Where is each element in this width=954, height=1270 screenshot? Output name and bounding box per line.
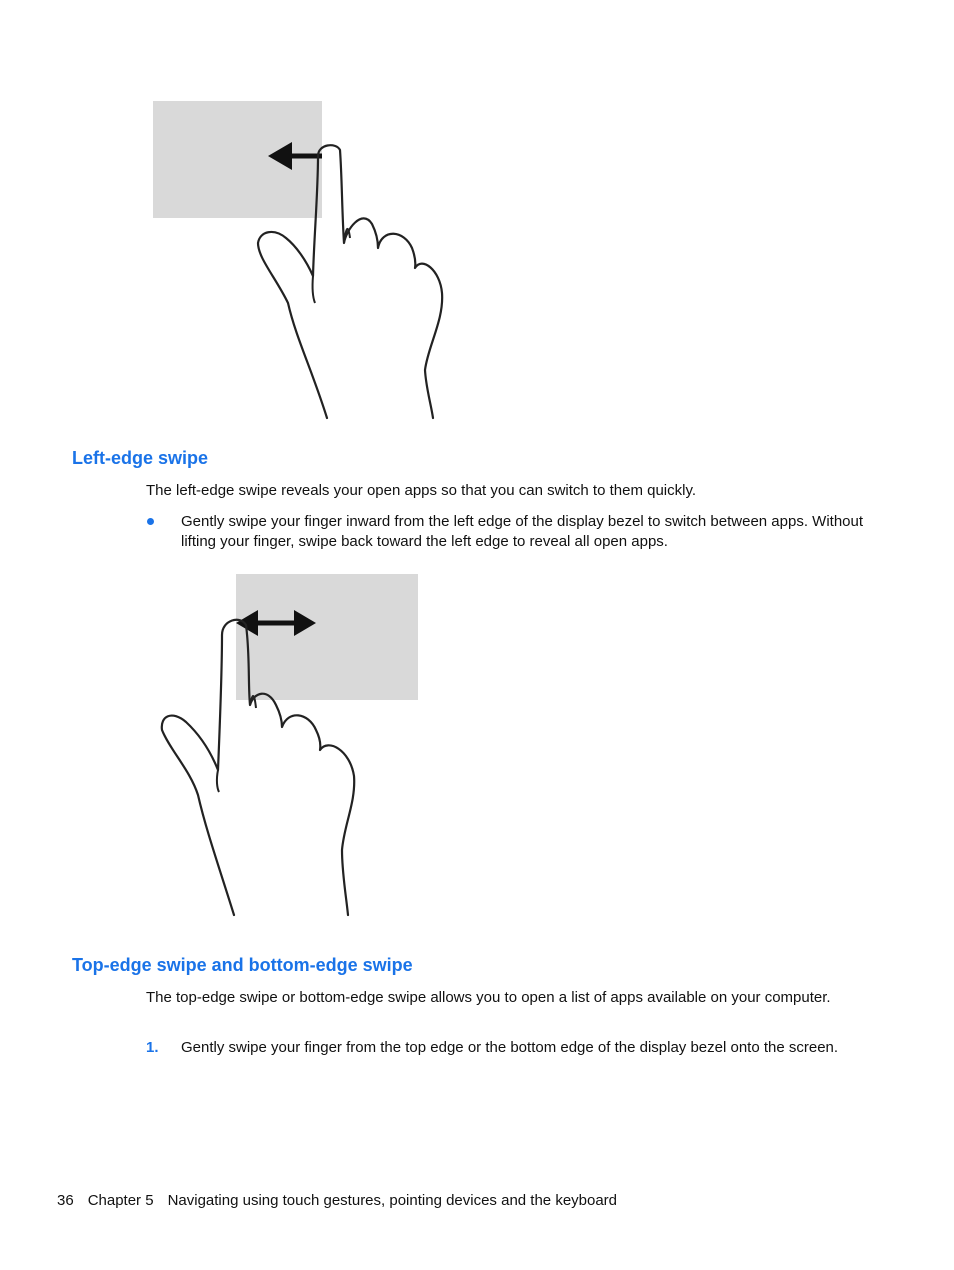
- figure-left-edge-swipe: [150, 570, 430, 920]
- footer-chapter: Chapter 5: [87, 1192, 154, 1209]
- section-heading-left-edge-swipe: Left-edge swipe: [72, 448, 209, 468]
- left-edge-intro: The left-edge swipe reveals your open apps so that you can switch to them quickly.: [146, 482, 697, 499]
- top-bottom-edge-intro: The top-edge swipe or bottom-edge swipe allows you to open a list of apps available on your computer.: [146, 989, 831, 1006]
- section-heading-top-bottom-edge-swipe: Top-edge swipe and bottom-edge swipe: [72, 955, 413, 975]
- step-number: 1.: [146, 1039, 159, 1056]
- footer-chapter-title: Navigating using touch gestures, pointing devices and the keyboard: [167, 1192, 618, 1209]
- page-footer: [57, 1191, 631, 1211]
- list-item: [146, 1038, 866, 1058]
- bullet-icon: [147, 518, 154, 525]
- hand-swipe-left-right-icon: [150, 570, 430, 920]
- step-text: Gently swipe your finger from the top edge or the bottom edge of the display bezel onto the screen.: [181, 1039, 839, 1056]
- page-number: 36: [57, 1192, 74, 1209]
- left-edge-bullet-text: Gently swipe your finger inward from the left edge of the display bezel to switch between apps. Without lifting your finger, swipe back toward the left edge to reveal all open apps.: [181, 513, 864, 550]
- list-item: [146, 512, 866, 552]
- hand-swipe-left-icon: [150, 98, 450, 423]
- figure-right-edge-swipe: [150, 98, 450, 423]
